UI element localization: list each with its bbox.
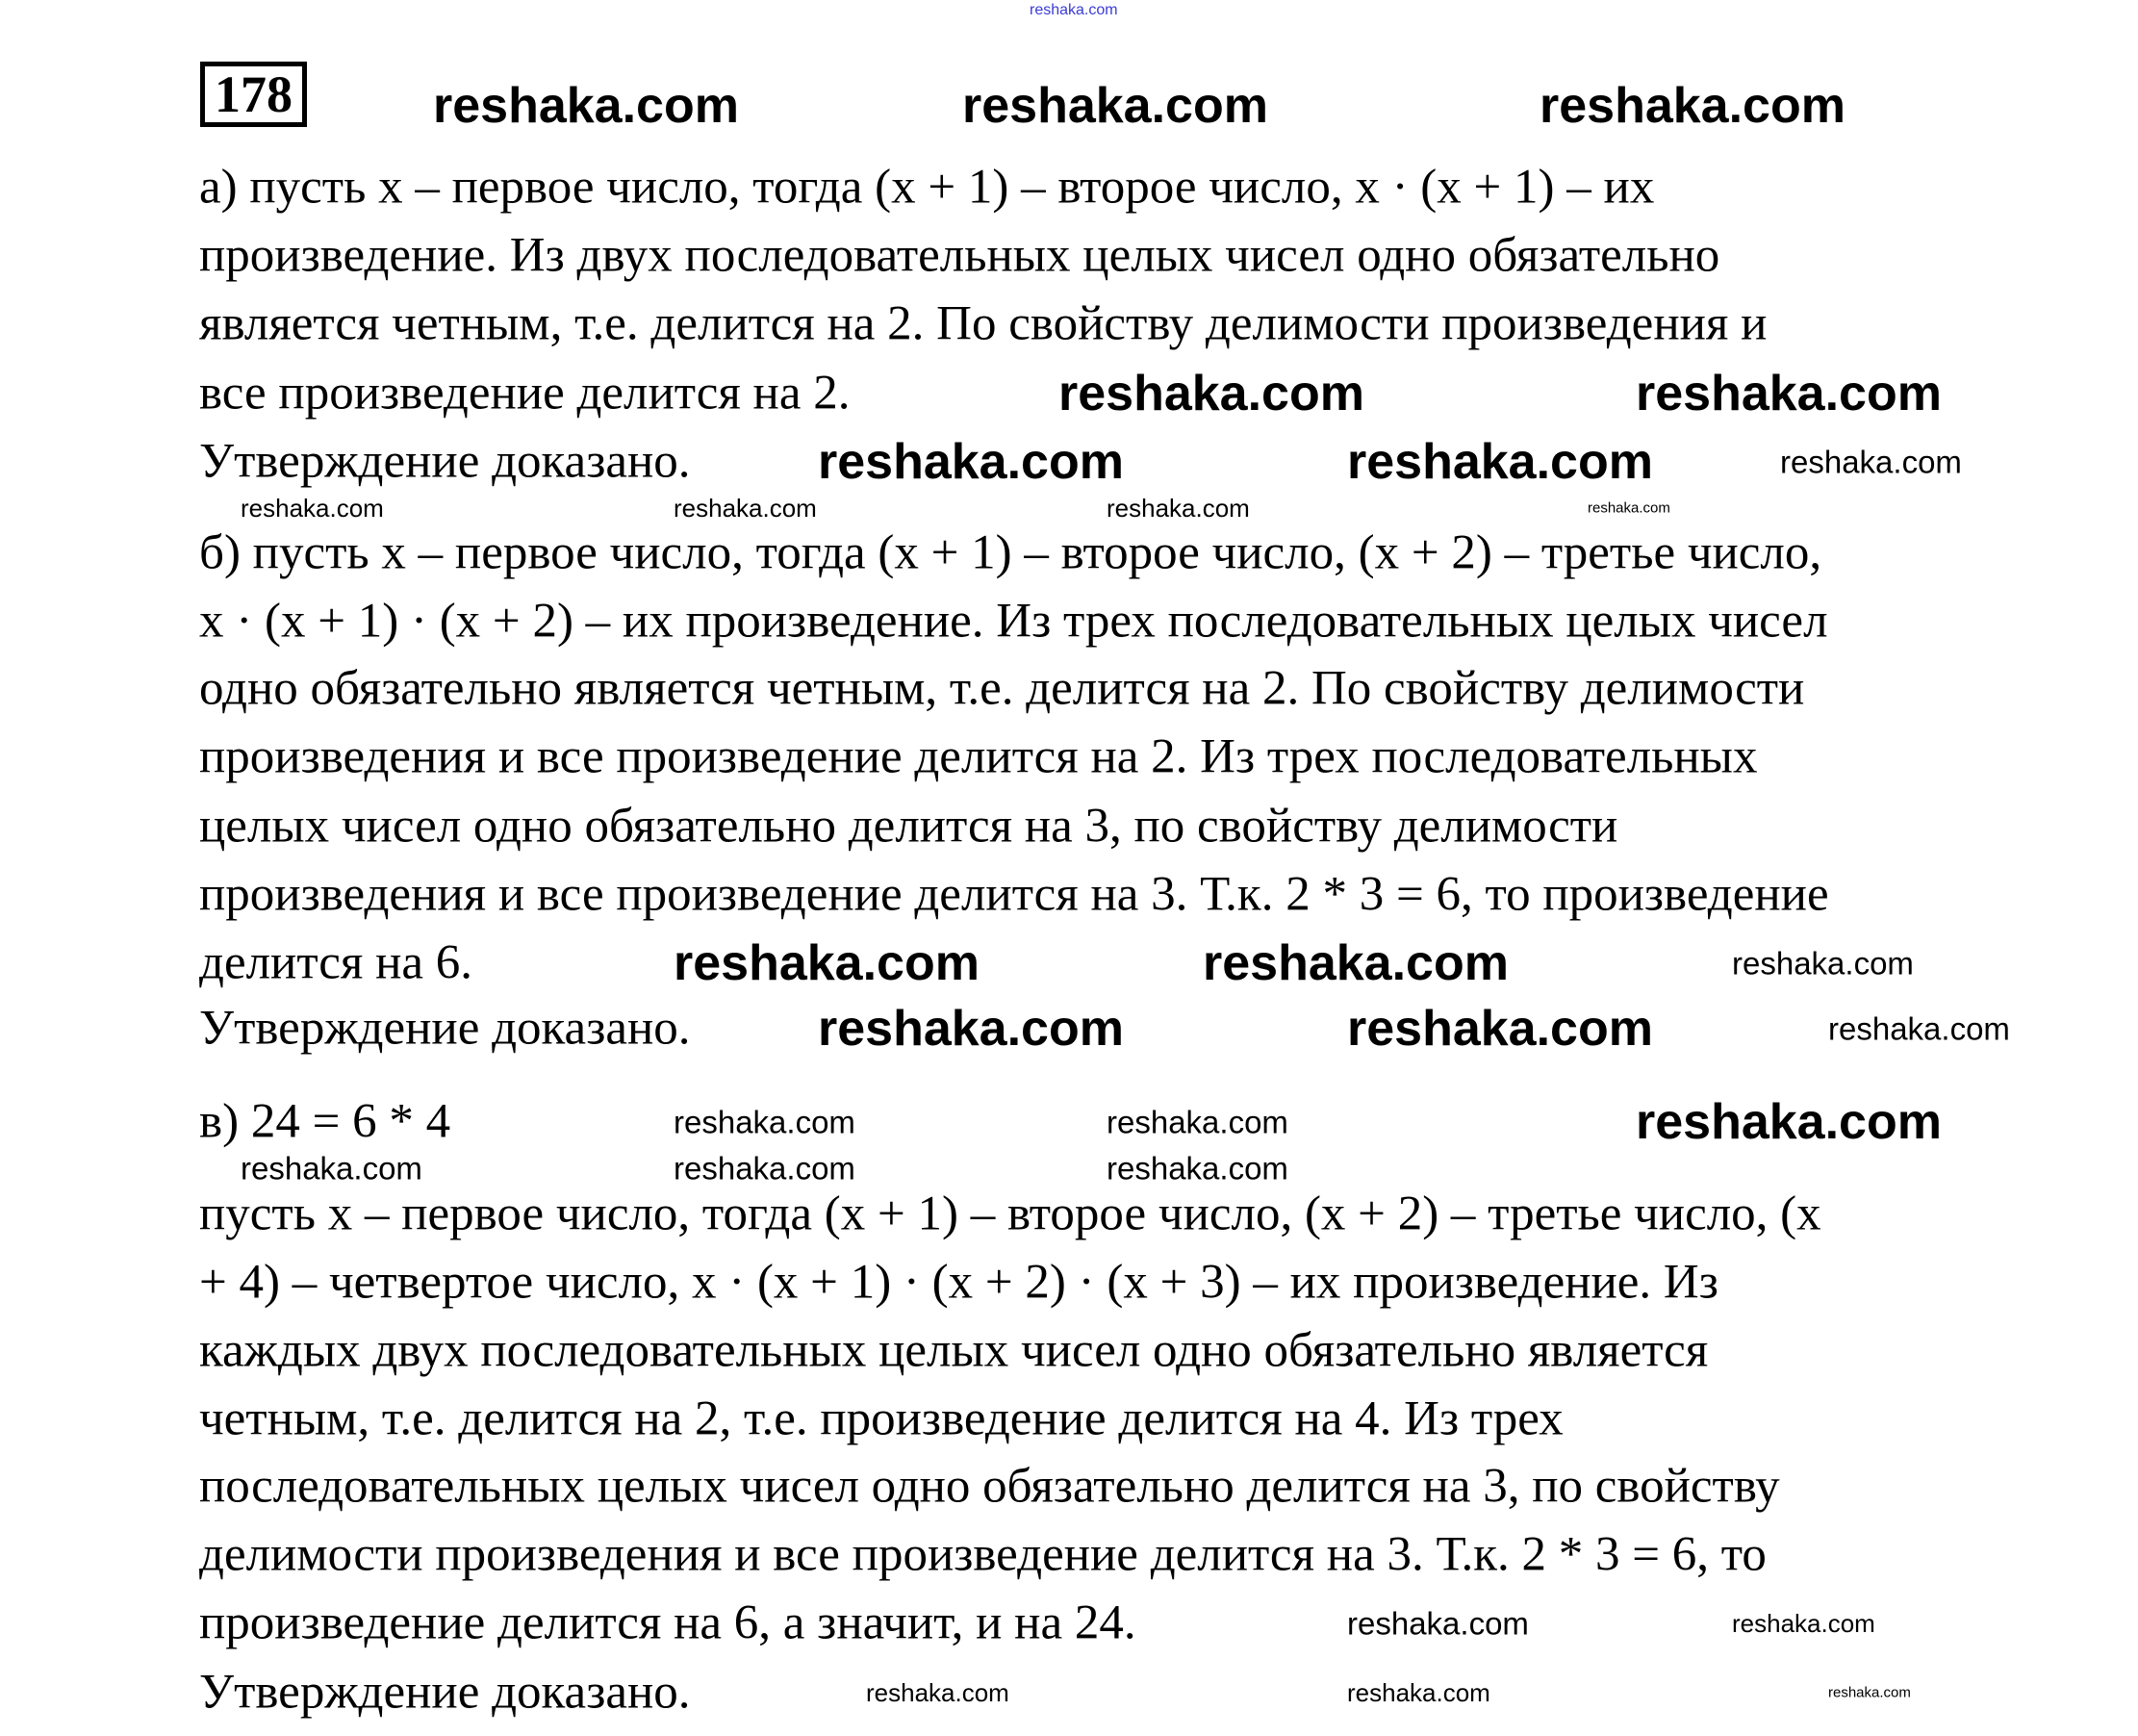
watermark: reshaka.com	[1828, 1684, 1911, 1701]
text-line: произведение. Из двух последовательных целых чисел одно обязательно	[199, 228, 1720, 283]
watermark: reshaka.com	[1107, 494, 1250, 523]
text-line: все произведение делится на 2.	[199, 366, 851, 421]
text-line: x · (x + 1) · (x + 2) – их произведение. Из трех последовательных целых чисел	[199, 594, 1828, 649]
text-line: делится на 6.	[199, 935, 473, 990]
watermark: reshaka.com	[1732, 1609, 1875, 1638]
text-line: каждых двух последовательных целых чисел одно обязательно является	[199, 1323, 1709, 1378]
text-line: произведения и все произведение делится на 2. Из трех последовательных	[199, 729, 1758, 784]
text-line: одно обязательно является четным, т.е. делится на 2. По свойству делимости	[199, 661, 1805, 716]
text-line: в) 24 = 6 * 4	[199, 1094, 451, 1149]
text-line: целых чисел одно обязательно делится на 3, по свойству делимости	[199, 799, 1618, 854]
watermark: reshaka.com	[674, 494, 817, 523]
watermark: reshaka.com	[818, 434, 1124, 490]
watermark: reshaka.com	[433, 78, 739, 134]
watermark: reshaka.com	[1347, 434, 1653, 490]
watermark: reshaka.com	[674, 935, 980, 991]
text-line: является четным, т.е. делится на 2. По свойству делимости произведения и	[199, 296, 1768, 351]
watermark: reshaka.com	[1636, 1094, 1942, 1150]
watermark: reshaka.com	[674, 1150, 855, 1187]
watermark: reshaka.com	[674, 1104, 855, 1140]
watermark: reshaka.com	[818, 1001, 1124, 1057]
text-line: последовательных целых чисел одно обязательно делится на 3, по свойству	[199, 1459, 1780, 1514]
text-line: произведение делится на 6, а значит, и на 24.	[199, 1596, 1136, 1650]
watermark: reshaka.com	[1347, 1605, 1529, 1642]
text-line: четным, т.е. делится на 2, т.е. произведение делится на 4. Из трех	[199, 1391, 1564, 1446]
watermark: reshaka.com	[1588, 499, 1670, 517]
watermark: reshaka.com	[1347, 1001, 1653, 1057]
watermark: reshaka.com	[1828, 1010, 2010, 1047]
watermark: reshaka.com	[1780, 444, 1962, 480]
watermark: reshaka.com	[866, 1678, 1009, 1707]
watermark: reshaka.com	[241, 1150, 422, 1187]
watermark: reshaka.com	[241, 494, 384, 523]
text-line: пусть x – первое число, тогда (x + 1) – второе число, (x + 2) – третье число, (x	[199, 1187, 1821, 1241]
text-line: б) пусть x – первое число, тогда (x + 1) – второе число, (x + 2) – третье число,	[199, 525, 1822, 580]
watermark: reshaka.com	[962, 78, 1268, 134]
text-line: Утверждение доказано.	[199, 434, 691, 489]
top-watermark: reshaka.com	[1030, 2, 1118, 18]
watermark: reshaka.com	[1540, 78, 1845, 134]
task-number: 178	[200, 62, 307, 127]
watermark: reshaka.com	[1347, 1678, 1490, 1707]
text-line: делимости произведения и все произведение делится на 3. Т.к. 2 * 3 = 6, то	[199, 1527, 1767, 1582]
text-line: произведения и все произведение делится на 3. Т.к. 2 * 3 = 6, то произведение	[199, 867, 1829, 922]
watermark: reshaka.com	[1107, 1150, 1288, 1187]
watermark: reshaka.com	[1636, 366, 1942, 421]
text-line: Утверждение доказано.	[199, 1001, 691, 1056]
text-line: а) пусть x – первое число, тогда (x + 1) – второе число, x · (x + 1) – их	[199, 160, 1655, 215]
watermark: reshaka.com	[1058, 366, 1364, 421]
text-line: Утверждение доказано.	[199, 1665, 691, 1720]
text-line: + 4) – четвертое число, x · (x + 1) · (x + 2) · (x + 3) – их произведение. Из	[199, 1255, 1718, 1310]
watermark: reshaka.com	[1203, 935, 1509, 991]
watermark: reshaka.com	[1107, 1104, 1288, 1140]
watermark: reshaka.com	[1732, 945, 1914, 982]
